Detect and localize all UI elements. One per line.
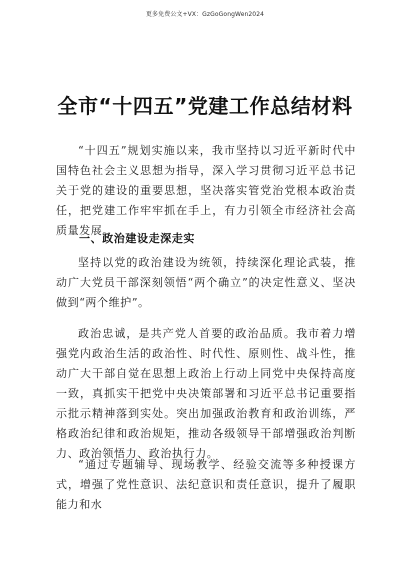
document-title: 全市“十四五”党建工作总结材料 — [57, 94, 353, 118]
section-heading: 一、政治建设走深走实 — [79, 232, 195, 245]
paragraph-intro: “十四五”规划实施以来，我市坚持以习近平新时代中国特色社会主义思想为指导，深入学习贯彻习近平总书记关于党的建设的重要思想，坚决落实管党治党根本政治责任，把党建工作牢牢抓在手上，有力引领全市经济社会高质量发展。 — [56, 144, 356, 237]
paragraph-political-loyalty: 政治忠诚，是共产党人首要的政治品质。我市着力增强党内政治生活的政治性、时代性、原则性、战斗性，推动广大干部自觉在思想上政治上行动上同党中央保持高度一致，真抓实干把党中央决策部署和习近平总书记重要指示批示精神落到实处。突出加强政治教育和政治训练，严格政治纪律和政治规矩，推动各级领导干部增强政治判断力、政治领悟力、政治执行力。 — [56, 327, 356, 460]
paragraph-training: “通过专题辅导、现场教学、经验交流等多种授课方式，增强了党性意识、法纪意识和责任意识，提升了履职能力和水 — [56, 458, 356, 511]
paragraph-political-building: 坚持以党的政治建设为统领，持续深化理论武装，推动广大党员干部深刻领悟“两个确立”的决定性意义、坚决做到“两个维护”。 — [56, 256, 356, 309]
header-note: 更多免费公文+VX：GzGoGongWen2024 — [145, 11, 265, 18]
